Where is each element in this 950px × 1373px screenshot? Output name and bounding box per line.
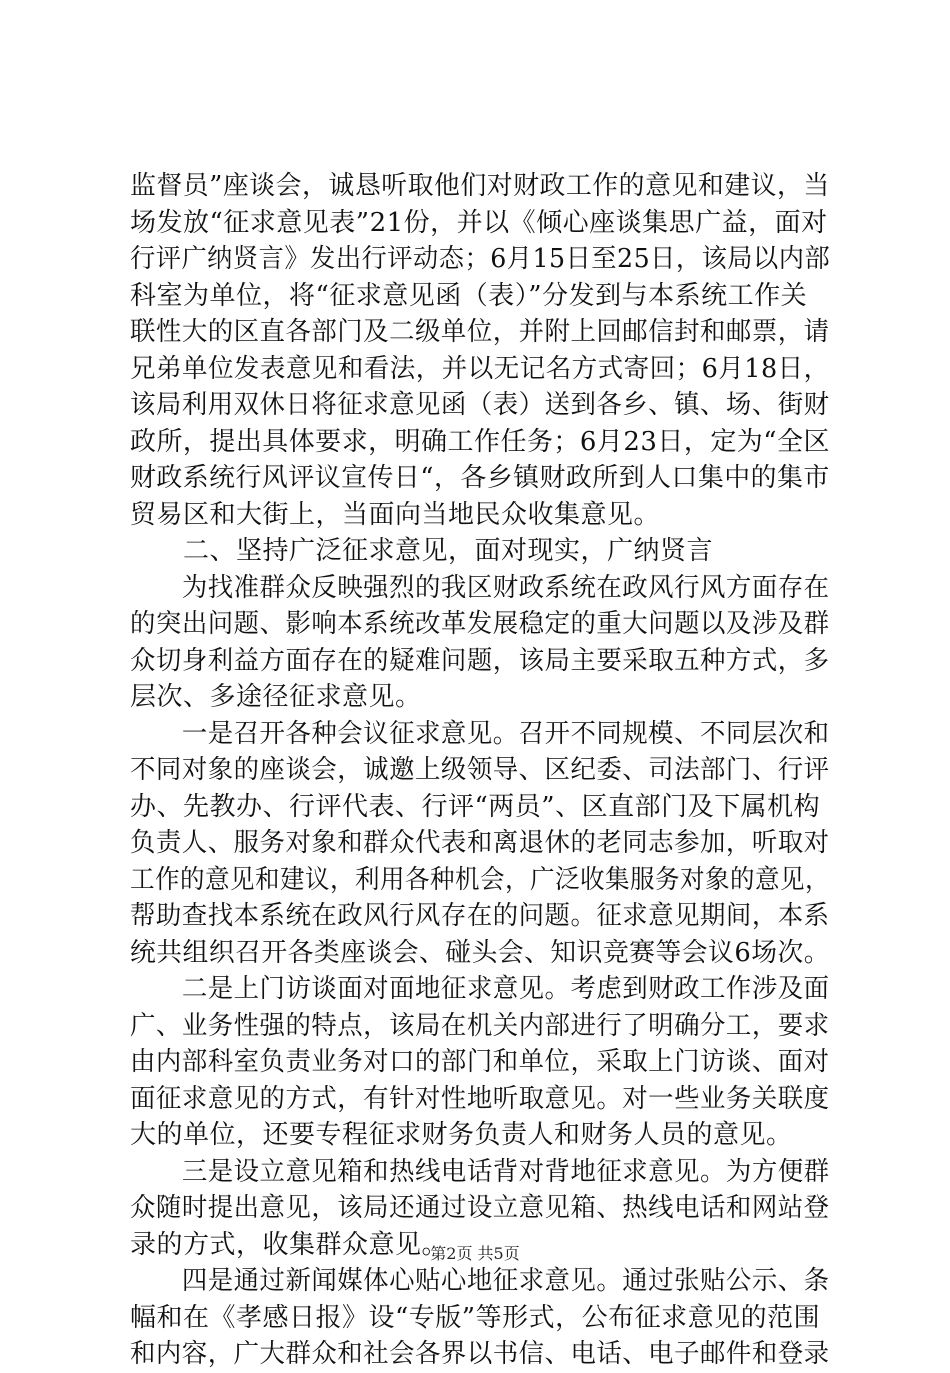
text-line: 二、坚持广泛征求意见，面对现实，广纳贤言 [130,536,714,566]
text-line: 幅和在《孝感日报》设“专版”等形式，公布征求意见的范围 [130,1302,821,1333]
text-line: 二是上门访谈面对面地征求意见。考虑到财政工作涉及面 [130,974,830,1004]
text-line: 监督员”座谈会，诚恳听取他们对财政工作的意见和建议，当 [130,171,830,201]
text-line: 大的单位，还要专程征求财务负责人和财务人员的意见。 [130,1120,793,1150]
text-line: 负责人、服务对象和群众代表和离退休的老同志参加，听取对 [130,828,830,858]
text-line: 和内容，广大群众和社会各界以书信、电话、电子邮件和登录 [130,1339,830,1369]
text-line: 兄弟单位发表意见和看法，并以无记名方式寄回；6月18日， [130,353,830,384]
document-body [130,168,830,1373]
text-line: 联性大的区直各部门及二级单位，并附上回邮信封和邮票，请 [130,317,830,347]
text-line: 面征求意见的方式，有针对性地听取意见。对一些业务关联度 [130,1083,830,1114]
text-line: 办、先教办、行评代表、行评“两员”、区直部门及下属机构 [130,791,821,822]
text-line: 该局利用双休日将征求意见函（表）送到各乡、镇、场、街财 [130,390,830,420]
text-line: 场发放“征求意见表”21份，并以《倾心座谈集思广益，面对 [130,207,828,238]
text-line: 政所，提出具体要求，明确工作任务；6月23日，定为“全区 [130,426,830,457]
text-line: 帮助查找本系统在政风行风存在的问题。征求意见期间，本系 [130,901,830,931]
text-line: 四是通过新闻媒体心贴心地征求意见。通过张贴公示、条 [130,1266,830,1296]
text-line: 行评广纳贤言》发出行评动态；6月15日至25日，该局以内部 [130,244,831,274]
text-line: 贸易区和大街上，当面向当地民众收集意见。 [130,499,661,530]
text-line: 不同对象的座谈会，诚邀上级领导、区纪委、司法部门、行评 [130,755,830,785]
text-line: 录的方式，收集群众意见。 [130,1229,449,1260]
text-line: 财政系统行风评议宣传日“，各乡镇财政所到人口集中的集市 [130,463,830,493]
page-footer: 第2页 共5页 [430,1244,520,1263]
text-line: 一是召开各种会议征求意见。召开不同规模、不同层次和 [130,718,830,749]
text-line: 科室为单位，将“征求意见函（表）”分发到与本系统工作关 [130,280,808,311]
text-line: 层次、多途径征求意见。 [130,682,422,712]
text-line: 统共组织召开各类座谈会、碰头会、知识竞赛等会议6场次。 [130,937,831,968]
text-line: 工作的意见和建议，利用各种机会，广泛收集服务对象的意见， [130,864,831,895]
text-line: 三是设立意见箱和热线电话背对背地征求意见。为方便群 [130,1156,830,1187]
text-line: 众随时提出意见，该局还通过设立意见箱、热线电话和网站登 [130,1193,830,1223]
text-line: 广、业务性强的特点，该局在机关内部进行了明确分工，要求 [130,1010,830,1041]
text-line: 众切身利益方面存在的疑难问题，该局主要采取五种方式，多 [130,645,830,676]
text-line: 由内部科室负责业务对口的部门和单位，采取上门访谈、面对 [130,1047,830,1077]
text-line: 为找准群众反映强烈的我区财政系统在政风行风方面存在 [130,572,830,603]
text-line: 的突出问题、影响本系统改革发展稳定的重大问题以及涉及群 [130,609,830,639]
